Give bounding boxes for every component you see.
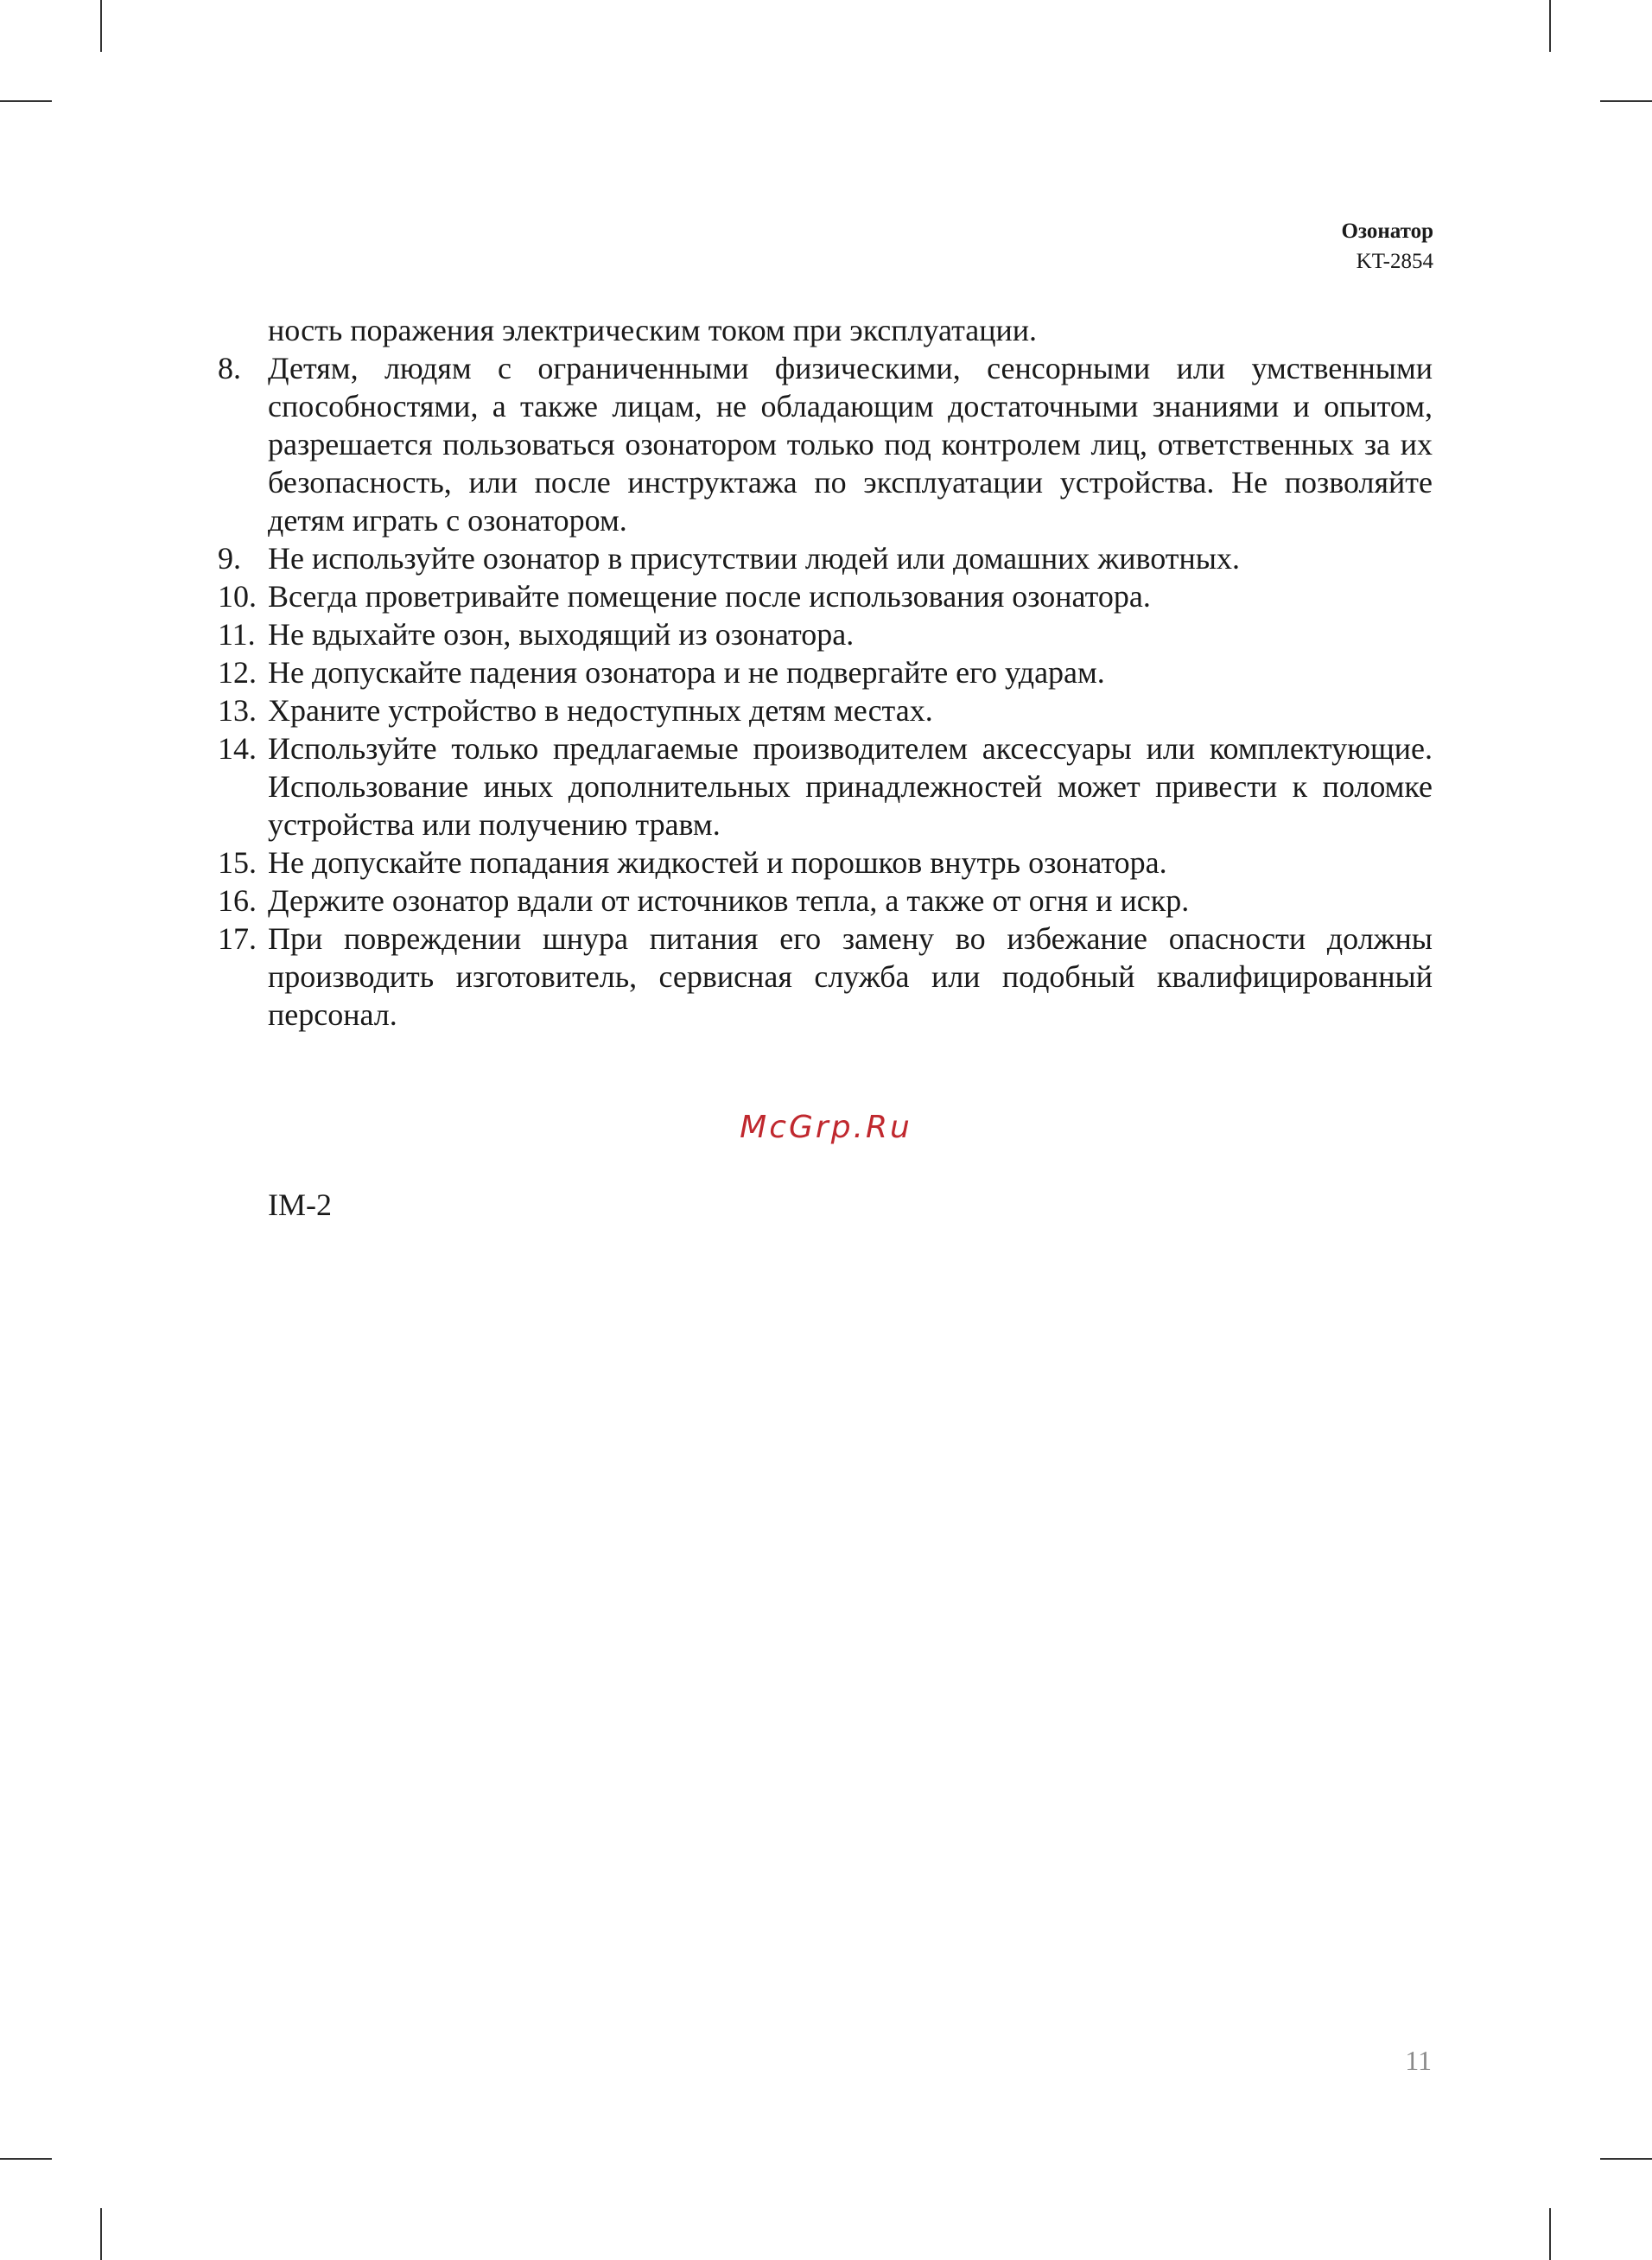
item-text: Держите озонатор вдали от источников тепла, а также от огня и искр. [268, 883, 1190, 918]
product-model: KT-2854 [1356, 250, 1433, 273]
list-item [216, 729, 1433, 844]
item-number: 9. [218, 541, 241, 576]
item-text: Всегда проветривайте помещение после использования озонатора. [268, 579, 1151, 614]
page-header [1342, 216, 1433, 277]
crop-mark-bottom-right-v [1549, 2208, 1551, 2260]
list-item [216, 920, 1433, 1034]
product-title: Озонатор [1341, 220, 1433, 243]
list-item [216, 539, 1433, 577]
list-item [216, 844, 1433, 882]
crop-mark-top-right-v [1549, 0, 1551, 52]
item-number: 14. [218, 731, 257, 766]
list-item [216, 691, 1433, 729]
item-text: Используйте только предлагаемые производителем аксессуары или комплектующие. Использование иных дополнительных принадлежностей может привести к поломке устройства или получению травм. [268, 731, 1433, 842]
item-text: При повреждении шнура питания его замену во избежание опасности должны производить изготовитель, сервисная служба или подобный квалифицированный персонал. [268, 921, 1433, 1032]
crop-mark-top-left-h [0, 100, 52, 102]
item-number: 15. [218, 845, 257, 880]
crop-mark-top-left-v [100, 0, 102, 52]
item-number: 16. [218, 883, 257, 918]
item-text: Не допускайте попадания жидкостей и порошков внутрь озонатора. [268, 845, 1167, 880]
crop-mark-bottom-right-h [1600, 2158, 1652, 2160]
crop-mark-bottom-left-v [100, 2208, 102, 2260]
list-item [216, 349, 1433, 539]
item-number: 10. [218, 579, 257, 614]
item-text: Не используйте озонатор в присутствии людей или домашних животных. [268, 541, 1240, 576]
item-text: Не вдыхайте озон, выходящий из озонатора. [268, 617, 855, 652]
item-text: Храните устройство в недоступных детям местах. [268, 693, 933, 728]
list-item [216, 577, 1433, 615]
model-code: IM-2 [268, 1187, 332, 1222]
safety-instructions [216, 311, 1433, 1034]
item-number: 12. [218, 655, 257, 690]
list-item [216, 615, 1433, 653]
item-text: Детям, людям с ограниченными физическими, сенсорными или умственными способностями, а также лицам, не обладающим достаточными знаниями и опытом, разрешается пользоваться озонатором только под контролем лиц, ответственных за их безопасность, или после инструктажа по эксплуатации устройства. Не позволяйте детям играть с озонатором. [268, 351, 1433, 538]
instruction-list [216, 349, 1433, 1034]
item-text: Не допускайте падения озонатора и не подвергайте его ударам. [268, 655, 1105, 690]
crop-mark-bottom-left-h [0, 2158, 52, 2160]
continuation-text: ность поражения электрическим током при эксплуатации. [268, 313, 1038, 347]
list-item [216, 653, 1433, 691]
item-number: 8. [218, 351, 241, 385]
list-item [216, 882, 1433, 920]
watermark: McGrp.Ru [740, 1110, 912, 1145]
crop-mark-top-right-h [1600, 100, 1652, 102]
item-number: 13. [218, 693, 257, 728]
item-number: 17. [218, 921, 257, 956]
page-number: 11 [1405, 2045, 1432, 2076]
item-number: 11. [218, 617, 256, 652]
